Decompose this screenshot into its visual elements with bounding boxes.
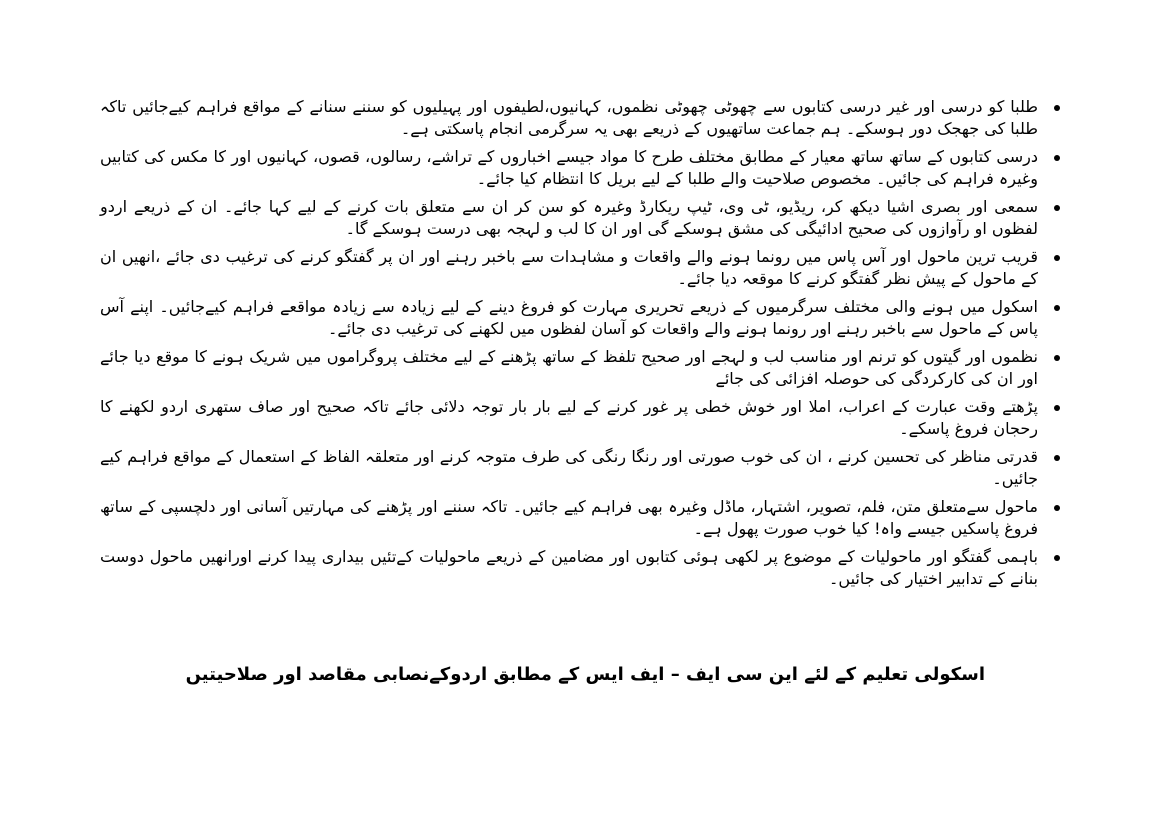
list-item: [100, 546, 1038, 590]
list-item: [100, 496, 1038, 540]
list-item-text: ماحول سےمتعلق متن، فلم، تصویر، اشتہار، ماڈل وغیرہ بھی فراہم کیے جائیں۔ تاکہ سننے اور پڑھنے کی مہارتیں آسانی اور دلچسپی کے ساتھ فروغ پاسکیں جیسے واہ! کیا خوب صورت پھول ہے۔: [100, 497, 1038, 538]
list-item-text: قریب ترین ماحول اور آس پاس میں رونما ہونے والے واقعات و مشاہدات سے باخبر رہنے اور ان پر گفتگو کرنے کی ترغیب دی جائے ،انھیں ان کے ماحول کے پیش نظر گفتگو کرنے کا موقعہ دیا جائے۔: [100, 247, 1038, 288]
list-item-text: پڑھتے وقت عبارت کے اعراب، املا اور خوش خطی پر غور کرنے کے لیے بار بار توجہ دلائی جائے تاکہ صحیح اور صاف ستھری اردو لکھنے کا رحجان فروغ پاسکے۔: [100, 397, 1038, 438]
list-item-text: طلبا کو درسی اور غیر درسی کتابوں سے چھوٹی چھوٹی نظموں، کہانیوں،لطیفوں اور پہیلیوں کو سننے سنانے کے مواقع فراہم کیےجائیں تاکہ طلبا کی جھجک دور ہوسکے۔ ہم جماعت ساتھیوں کے ذریعے بھی یہ سرگرمی انجام پاسکتی ہے۔: [100, 97, 1038, 138]
list-item-text: قدرتی مناظر کی تحسین کرنے ، ان کی خوب صورتی اور رنگا رنگی کی طرف متوجہ کرنے اور متعلقہ الفاظ کے استعمال کے مواقع فراہم کیے جائیں۔: [100, 447, 1038, 488]
list-item: [100, 396, 1038, 440]
list-item: [100, 146, 1038, 190]
bullet-icon: [1054, 455, 1060, 461]
bullet-list: [100, 96, 1038, 596]
list-item: [100, 446, 1038, 490]
section-title: اسکولی تعلیم کے لئے این سی ایف – ایف ایس کے مطابق اردوکےنصابی مقاصد اور صلاحیتیں: [185, 664, 985, 685]
list-item-text: باہمی گفتگو اور ماحولیات کے موضوع پر لکھی ہوئی کتابوں اور مضامین کے ذریعے ماحولیات کےتئیں بیداری پیدا کرنے اورانھیں ماحول دوست بنانے کے تدابیر اختیار کی جائیں۔: [100, 547, 1038, 588]
list-item: [100, 196, 1038, 240]
list-item-text: نظموں اور گیتوں کو ترنم اور مناسب لب و لہجے اور صحیح تلفظ کے ساتھ پڑھنے کے لیے مختلف پروگراموں میں شریک ہونے کا موقع دیا جائے اور ان کی کارکردگی کی حوصلہ افزائی کی جائے: [100, 347, 1038, 388]
list-item-text: درسی کتابوں کے ساتھ ساتھ معیار کے مطابق مختلف طرح کا مواد جیسے اخباروں کے تراشے، رسالوں، قصوں، کہانیوں اور کا مکس کی کتابیں وغیرہ فراہم کی جائیں۔ مخصوص صلاحیت والے طلبا کے لیے بریل کا انتظام کیا جائے۔: [100, 147, 1038, 188]
bullet-icon: [1054, 355, 1060, 361]
bullet-icon: [1054, 255, 1060, 261]
list-item: [100, 296, 1038, 340]
bullet-icon: [1054, 505, 1060, 511]
bullet-icon: [1054, 405, 1060, 411]
bullet-icon: [1054, 105, 1060, 111]
bullet-icon: [1054, 305, 1060, 311]
bullet-icon: [1054, 205, 1060, 211]
list-item-text: سمعی اور بصری اشیا دیکھ کر، ریڈیو، ٹی وی، ٹیپ ریکارڈ وغیرہ کو سن کر ان سے متعلق بات کرنے کے لیے کہا جائے۔ ان کے ذریعے اردو لفظوں او رآوازوں کی صحیح ادائیگی کی مشق ہوسکے گی اور ان کا لب و لہجہ بھی درست ہوسکے گا۔: [100, 197, 1038, 238]
list-item: [100, 96, 1038, 140]
list-item-text: اسکول میں ہونے والی مختلف سرگرمیوں کے ذریعے تحریری مہارت کو فروغ دینے کے لیے زیادہ سے زیادہ مواقعے فراہم کیےجائیں۔ اپنے آس پاس کے ماحول سے باخبر رہنے اور رونما ہونے والے واقعات کو آسان لفظوں میں لکھنے کی ترغیب دی جائے۔: [100, 297, 1038, 338]
bullet-icon: [1054, 155, 1060, 161]
bullet-icon: [1054, 555, 1060, 561]
list-item: [100, 346, 1038, 390]
list-item: [100, 246, 1038, 290]
